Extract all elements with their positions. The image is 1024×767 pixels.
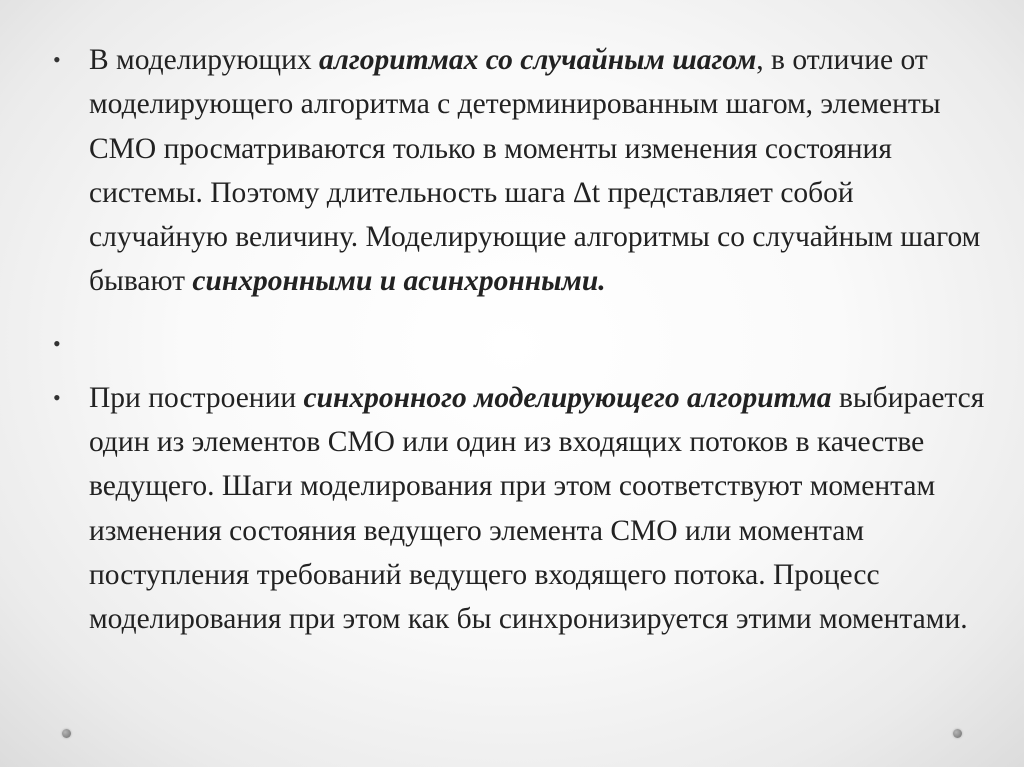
bullet-text-segment: При построении — [89, 381, 304, 414]
bullet-icon: • — [53, 384, 61, 410]
corner-dot-bottom-left-icon — [62, 729, 71, 738]
bullet-text-emphasis: синхронными и асинхронными. — [192, 265, 606, 298]
bullet-text-segment: В моделирующих — [89, 44, 320, 76]
bullet-text-segment: , в отличие от моделирующего алгоритма с детерминированным шагом, элементы СМО просматриваются только в моменты изменения состояния системы. Поэтому длительность шага Δt представляет собой случайную величину. Моделирующие алгоритмы со случайным шагом бывают — [89, 44, 981, 298]
bullet-item-random-step — [44, 38, 989, 304]
bullet-text-emphasis: алгоритмах со случайным шагом — [319, 44, 757, 76]
corner-dot-bottom-right-icon — [953, 729, 962, 738]
bullet-item-empty — [44, 322, 989, 366]
bullet-icon: • — [53, 330, 61, 356]
bullet-item-synchronous — [44, 376, 989, 642]
bullet-list — [44, 38, 989, 642]
bullet-text-segment: выбирается один из элементов СМО или один из входящих потоков в качестве ведущего. Шаги моделирования при этом соответствуют моментам изменения состояния ведущего элемента СМО или моментам поступления требований ведущего входящего потока. Процесс моделирования при этом как бы синхронизируется этими моментами. — [89, 381, 985, 636]
bullet-icon: • — [53, 47, 61, 72]
bullet-text-emphasis: синхронного моделирующего алгоритма — [303, 381, 832, 414]
